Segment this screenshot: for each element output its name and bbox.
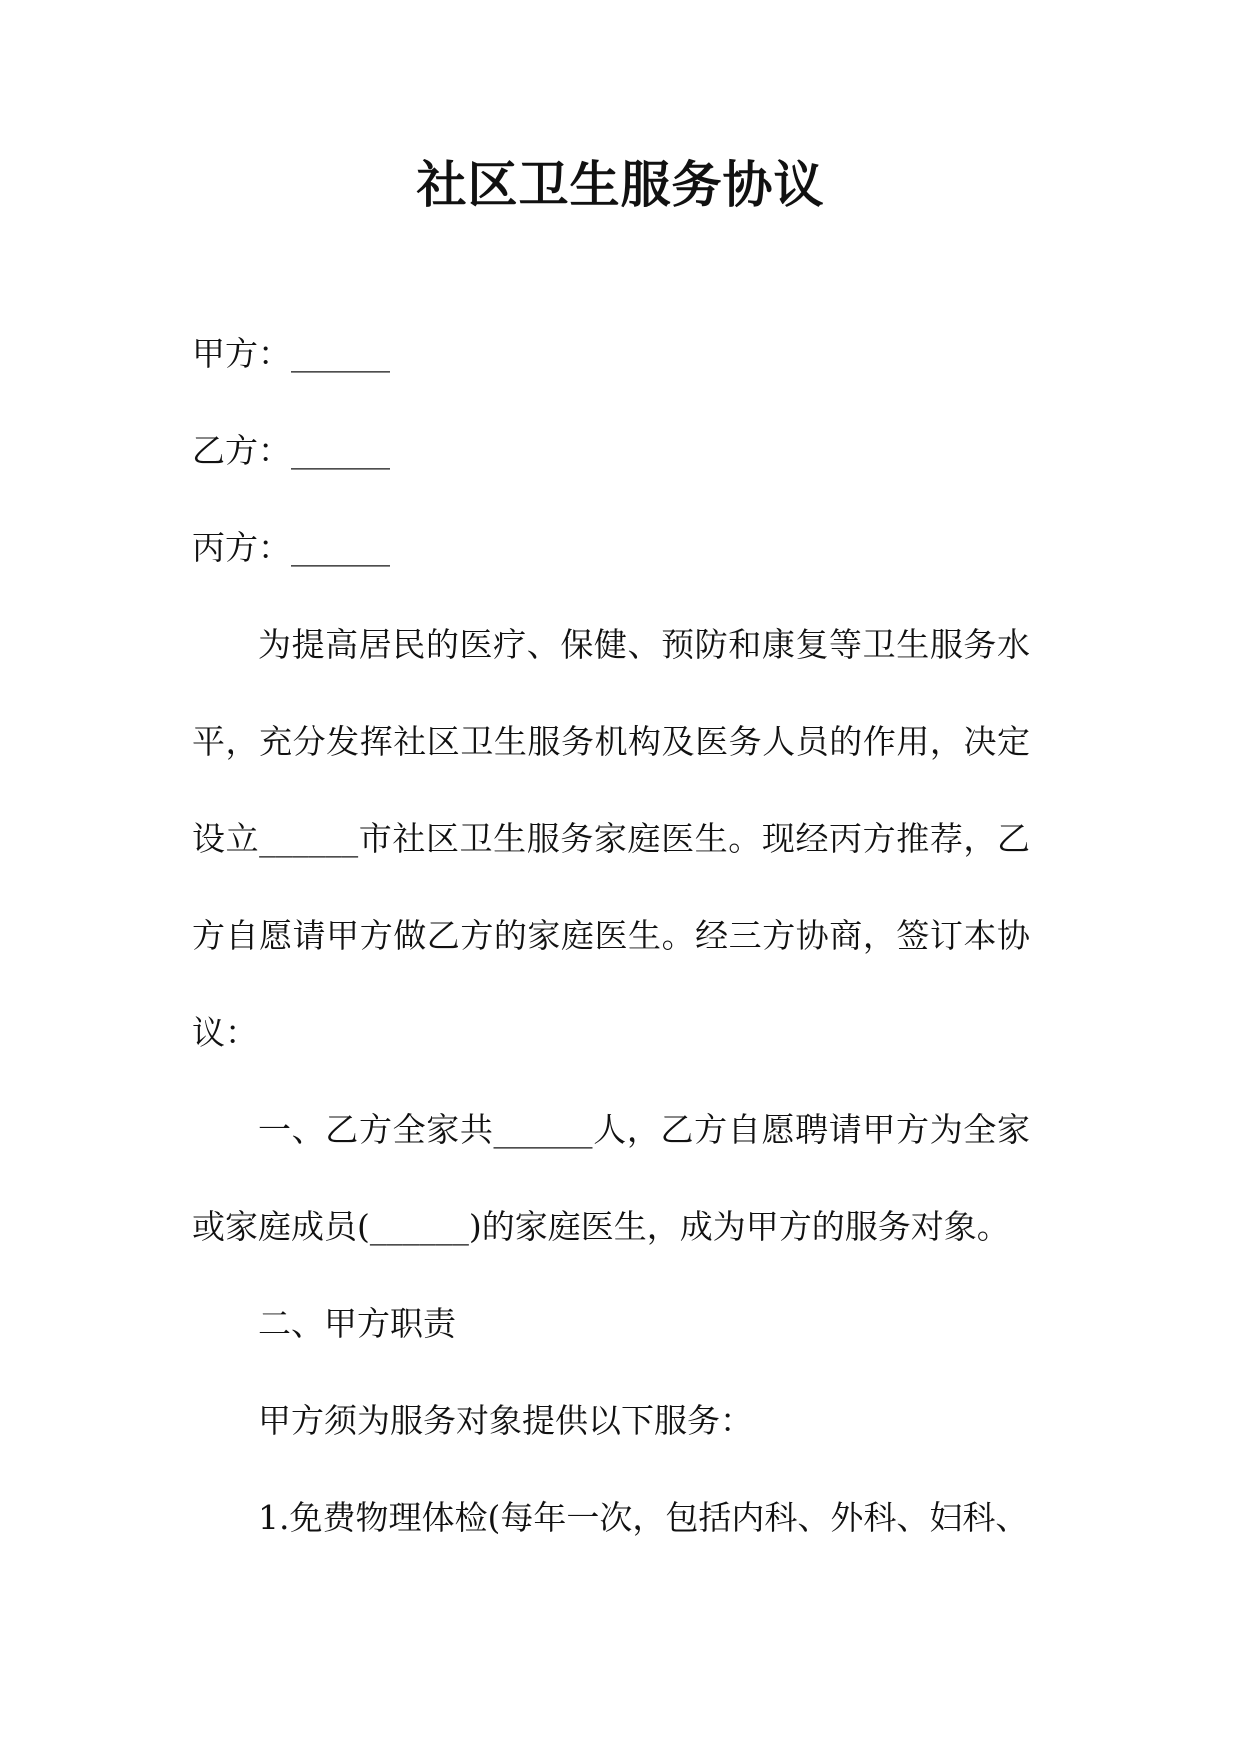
party-b-line: 乙方：______ [192, 431, 390, 470]
clause-1-paragraph: 一、乙方全家共______人，乙方自愿聘请甲方为全家或家庭成员(______)的家庭医生，成为甲方的服务对象。 [192, 1110, 1030, 1246]
clause-2-intro: 甲方须为服务对象提供以下服务： [258, 1401, 753, 1440]
document-body [192, 305, 1030, 1566]
party-a-line: 甲方：______ [192, 334, 390, 373]
document-title: 社区卫生服务协议 [416, 155, 825, 214]
preamble-paragraph: 为提高居民的医疗、保健、预防和康复等卫生服务水平，充分发挥社区卫生服务机构及医务人员的作用，决定设立______市社区卫生服务家庭医生。现经丙方推荐，乙方自愿请甲方做乙方的家庭医生。经三方协商，签订本协议： [192, 625, 1030, 1052]
service-item-1: 1.免费物理体检(每年一次，包括内科、外科、妇科、 [258, 1498, 1029, 1537]
party-c-line: 丙方：______ [192, 528, 390, 567]
clause-2-heading: 二、甲方职责 [258, 1304, 456, 1343]
